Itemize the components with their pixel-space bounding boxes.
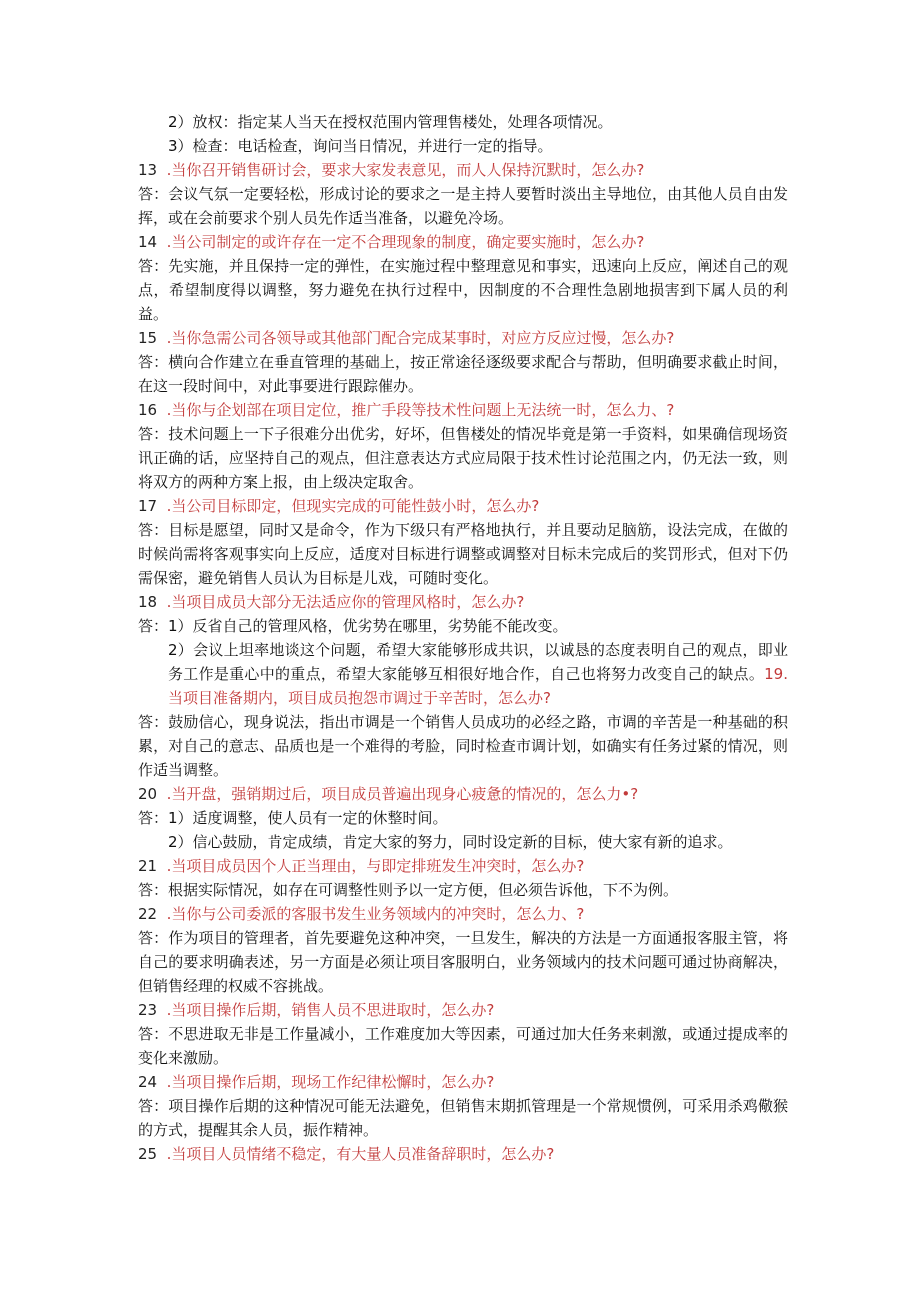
answer-text: 2）会议上坦率地谈这个问题，希望大家能够形成共识，以诚恳的态度表明自己的观点，即业务工作是重心中的重点，希望大家能够互相很好地合作，自己也将努力改变自己的缺点。	[168, 641, 788, 683]
qa-block-19	[138, 710, 788, 782]
question-text: .当你急需公司各领导或其他部门配合完成某事时，对应方反应过慢，怎么办?	[166, 329, 675, 347]
answer: 答：横向合作建立在垂直管理的基础上，按正常途径逐级要求配合与帮助，但明确要求截止时间，在这一段时间中，对此事要进行跟踪催办。	[138, 353, 788, 395]
question-number: 16	[138, 401, 158, 419]
question	[138, 1142, 788, 1166]
text-line: 3）检查：电话检查，询问当日情况，并进行一定的指导。	[168, 137, 553, 155]
question-number: 25	[138, 1145, 158, 1163]
question-number: 20	[138, 785, 158, 803]
qa-block-22	[138, 902, 788, 998]
qa-block-21	[138, 854, 788, 902]
question	[138, 854, 788, 878]
question-text: .当项目成员大部分无法适应你的管理风格时，怎么办?	[166, 593, 525, 611]
question-text: .当项目操作后期，销售人员不思进取时，怎么办?	[166, 1001, 495, 1019]
answer: 答：作为项目的管理者，首先要避免这种冲突，一旦发生，解决的方法是一方面通报客服主管，将自己的要求明确表述，另一方面是必须让项目客服明白，业务领域内的技术问题可通过协商解决，但销售经理的权威不容挑战。	[138, 929, 788, 995]
question-text: .当公司制定的或许存在一定不合理现象的制度，确定要实施时，怎么办?	[166, 233, 645, 251]
qa-block-16	[138, 398, 788, 494]
question-text: .当公司目标即定，但现实完成的可能性鼓小时，怎么办?	[166, 497, 540, 515]
question-number: 15	[138, 329, 158, 347]
qa-block-23	[138, 998, 788, 1070]
document-body	[138, 110, 788, 1166]
question-number: 19.	[764, 665, 788, 683]
question-text: .当你与企划部在项目定位，推广手段等技术性问题上无法统一时，怎么力、?	[166, 401, 675, 419]
question	[138, 782, 788, 806]
question-text: .当项目人员情绪不稳定，有大量人员准备辞职时，怎么办?	[166, 1145, 555, 1163]
question	[138, 158, 788, 182]
question	[138, 494, 788, 518]
question-text: .当你与公司委派的客服书发生业务领域内的冲突时，怎么力、?	[166, 905, 585, 923]
qa-block-20	[138, 782, 788, 854]
answer-continuation: 2）信心鼓励，肯定成绩，肯定大家的努力，同时设定新的目标，使大家有新的追求。	[168, 833, 733, 851]
answer: 答：根据实际情况，如存在可调整性则予以一定方便，但必须告诉他，下不为例。	[138, 881, 679, 899]
answer: 答：鼓励信心，现身说法，指出市调是一个销售人员成功的必经之路，市调的辛苦是一种基础的积累，对自己的意志、品质也是一个难得的考脸，同时检查市调计划，如确实有任务过紧的情况，则作适当调整。	[138, 713, 788, 779]
question	[138, 326, 788, 350]
question-text: .当开盘，强销期过后，项目成员普遍出现身心疲惫的情况的，怎么力•?	[166, 785, 639, 803]
qa-block-24	[138, 1070, 788, 1142]
answer: 答：项目操作后期的这种情况可能无法避免，但销售末期抓管理是一个常规惯例，可采用杀鸡儆猴的方式，提醒其余人员，振作精神。	[138, 1097, 788, 1139]
answer: 答：目标是愿望，同时又是命令，作为下级只有严格地执行，并且要动足脑筋，设法完成，在做的时候尚需将客观事实向上反应，适度对目标进行调整或调整对目标未完成后的奖罚形式，但对下仍需保密，避免销售人员认为目标是儿戏，可随时变化。	[138, 521, 788, 587]
question-number: 18	[138, 593, 158, 611]
question-number: 13	[138, 161, 158, 179]
question-text: .当项目操作后期，现场工作纪律松懈时，怎么办?	[166, 1073, 495, 1091]
qa-block-17	[138, 494, 788, 590]
qa-block-18	[138, 590, 788, 710]
question-text: .当项目成员因个人正当理由，与即定排班发生冲突时，怎么办?	[166, 857, 585, 875]
question-number: 24	[138, 1073, 158, 1091]
answer: 答：技术问题上一下子很难分出优劣，好坏，但售楼处的情况毕竟是第一手资料，如果确信现场资讯正确的话，应坚持自己的观点，但注意表达方式应局限于技术性讨论范围之内，仍无法一致，则将双方的两种方案上报，由上级决定取舍。	[138, 425, 788, 491]
qa-block-14	[138, 230, 788, 326]
question	[138, 998, 788, 1022]
question	[138, 590, 788, 614]
question-text: 当项目准备期内，项目成员抱怨市调过于辛苦时，怎么办?	[168, 689, 551, 707]
answer-continuation	[138, 638, 788, 710]
question	[138, 398, 788, 422]
question	[138, 1070, 788, 1094]
qa-block-13	[138, 158, 788, 230]
question-number: 21	[138, 857, 158, 875]
question-number: 14	[138, 233, 158, 251]
answer: 答：会议气氛一定要轻松，形成讨论的要求之一是主持人要暂时淡出主导地位，由其他人员自由发挥，或在会前要求个别人员先作适当准备，以避免冷场。	[138, 185, 788, 227]
answer: 答：1）适度调整，使人员有一定的休整时间。	[138, 809, 448, 827]
question	[138, 230, 788, 254]
answer: 答：1）反省自己的管理风格，优劣势在哪里，劣势能不能改变。	[138, 617, 568, 635]
question	[138, 902, 788, 926]
text-line: 2）放权：指定某人当天在授权范围内管理售楼处，处理各项情况。	[168, 113, 613, 131]
answer: 答：先实施，并且保持一定的弹性，在实施过程中整理意见和事实，迅速向上反应，阐述自己的观点，希望制度得以调整，努力避免在执行过程中，因制度的不合理性急剧地损害到下属人员的利益。	[138, 257, 788, 323]
question-number: 22	[138, 905, 158, 923]
question-number: 23	[138, 1001, 158, 1019]
qa-block-15	[138, 326, 788, 398]
question-text: .当你召开销售研讨会，要求大家发表意见，而人人保持沉默时，怎么办?	[166, 161, 645, 179]
qa-block-25	[138, 1142, 788, 1166]
answer: 答：不思进取无非是工作量减小，工作难度加大等因素，可通过加大任务来刺激，或通过提成率的变化来激励。	[138, 1025, 788, 1067]
question-number: 17	[138, 497, 158, 515]
